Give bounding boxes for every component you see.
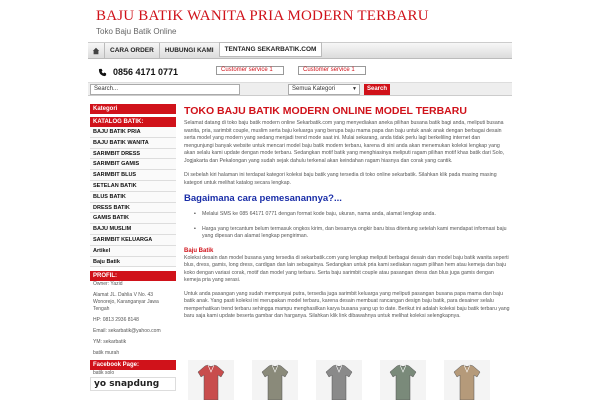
phone-number — [98, 67, 178, 77]
shirt-image — [325, 364, 353, 400]
shirt-image — [389, 364, 417, 400]
sidebar-item-baju-batik[interactable]: Baju Batik — [90, 257, 176, 268]
facebook-logo-text: snapdung — [109, 379, 160, 390]
category-select[interactable] — [288, 84, 360, 95]
shirt-image — [261, 364, 289, 400]
nav-item-cara-order[interactable]: CARA ORDER — [104, 43, 159, 58]
profil-hp: HP: 0813 2936 8148 — [93, 317, 139, 324]
search-bar — [88, 82, 512, 96]
page — [88, 0, 512, 400]
product-thumbnail[interactable] — [188, 360, 234, 400]
profil-ym: YM: sekarbatik — [93, 339, 127, 346]
facebook-caption: batik solo — [93, 370, 115, 377]
main-nav — [88, 42, 512, 59]
howto-list — [184, 211, 510, 241]
phone-icon — [98, 68, 107, 77]
site-tagline: Toko Baju Batik Online — [96, 27, 177, 36]
profil-owner: Owner: Yazid — [93, 281, 123, 288]
product-thumbnail[interactable] — [316, 360, 362, 400]
sidebar-item-dress-batik[interactable]: DRESS BATIK — [90, 203, 176, 214]
facebook-logo: yo snapdung — [94, 379, 160, 390]
phone-text: 0856 4171 0771 — [113, 67, 179, 77]
facebook-widget[interactable] — [90, 377, 176, 391]
profil-email: Email: sekarbatik@yahoo.com — [93, 328, 161, 335]
sidebar-item-gamis-batik[interactable]: GAMIS BATIK — [90, 213, 176, 224]
sidebar-item-sarimbit-blus[interactable]: SARIMBIT BLUS — [90, 170, 176, 181]
howto-heading: Bagaimana cara pemesanannya?... — [184, 193, 342, 204]
category-select-value: Semua Kategori — [292, 86, 336, 92]
section-subtitle: Baju Batik — [184, 247, 214, 254]
product-thumbnail[interactable] — [252, 360, 298, 400]
chevron-down-icon: ▼ — [352, 86, 357, 92]
home-icon[interactable] — [88, 43, 104, 58]
sidebar-item-artikel[interactable]: Artikel — [90, 246, 176, 257]
nav-item-hubungi-kami[interactable]: HUBUNGI KAMI — [159, 43, 219, 58]
profil-address-2: Wonorejo, Karanganyar Jawa — [93, 299, 159, 306]
shirt-image — [197, 364, 225, 400]
product-gallery — [184, 360, 510, 400]
nav-item-tentang[interactable]: TENTANG SEKARBATIK.COM — [219, 42, 323, 57]
list-item: • Melalui SMS ke 085 64171 0771 dengan format kode baju, ukuran, nama anda, alamat lengkap anda. — [194, 211, 510, 219]
customer-service-2[interactable]: Customer service 1 — [298, 66, 366, 75]
sidebar-item-sarimbit-gamis[interactable]: SARIMBIT GAMIS — [90, 159, 176, 170]
sidebar-item-baju-batik-wanita[interactable]: BAJU BATIK WANITA — [90, 138, 176, 149]
product-thumbnail[interactable] — [444, 360, 490, 400]
list-item: • Harga yang tercantum belum termasuk ongkos kirim, dan besarnya ongkir baru bisa ditentung setelah kami mendapat informasi baju yang dipesan dan alamat lengkap pengiriman. — [194, 226, 510, 241]
contact-bar — [88, 64, 512, 81]
sidebar-item-setelan-batik[interactable]: SETELAN BATIK — [90, 181, 176, 192]
search-button[interactable]: Search — [364, 84, 390, 95]
collection-paragraph: Koleksi desain dan model busana yang tersedia di sekarbatik.com yang lengkap meliputi berbagai desain dan model baju batik wanita seperti blus, dress, gamis, long dress, cardigan dan lain sebagainya. Sedangkan untuk pria kami sediakan ragam pilihan hem atau kemeja dan baju koko dengan variasi corak, motif dan model yang terbaru. Serta baju sarimbit couple atau pasangan dress dan blus juga gamis dengan kemeja pria yang serasi. — [184, 254, 509, 283]
sidebar-item-blus-batik[interactable]: BLUS BATIK — [90, 192, 176, 203]
profil-address-1: Alamat JL. Dahlia V No. 43 — [93, 292, 154, 299]
shirt-image — [453, 364, 481, 400]
page-title: TOKO BAJU BATIK MODERN ONLINE MODEL TERBARU — [184, 105, 467, 117]
site-header — [88, 0, 512, 40]
catalog-paragraph: Di sebelah kiri halaman ini terdapat kategori koleksi baju batik yang tersedia di toko online sekarbatik. Silahkan klik pada masing masing kategori untuk melihat katalog secara lengkap. — [184, 172, 497, 186]
kategori-heading: Kategori — [90, 104, 176, 114]
profil-address-3: Tengah — [93, 306, 110, 313]
sidebar-item-baju-muslim[interactable]: BAJU MUSLIM — [90, 224, 176, 235]
katalog-heading: KATALOG BATIK: — [90, 117, 176, 127]
profil-heading: PROFIL: — [90, 271, 176, 281]
search-input[interactable]: Search... — [90, 84, 240, 95]
customer-service-1[interactable]: Customer service 1 — [216, 66, 284, 75]
site-title[interactable]: BAJU BATIK WANITA PRIA MODERN TERBARU — [96, 8, 429, 24]
sidebar-item-baju-batik-pria[interactable]: BAJU BATIK PRIA — [90, 127, 176, 138]
facebook-heading: Facebook Page: — [90, 360, 176, 370]
product-thumbnail[interactable] — [380, 360, 426, 400]
sidebar — [90, 104, 176, 391]
intro-paragraph: Selamat datang di toko baju batik modern online Sekarbatik.com yang menyediakan aneka pilihan busana batik bagi anda, meliputi busana wanita, pria, sarimbit couple, muslim serta baju keluarga yang berupa baju mama papa dan baju untuk anak anak dengan berbagai desain serta model yang modern yang sedang menjadi trend mode saat ini. Mulai sekarang, anda tidak perlu lagi berkeliling internet dan mengunjungi banyak website untuk mencari model baju batik modern terbaru, karena di sini anda akan menemukan koleksi lengkap yang akan selalu kami update dengan mode terbaru. Sedangkan motif batik yang menghiasinya meliputi ragam pilihan motif khas batik dari Solo, Jogjakarta dan Pekalongan yang sudah sejak dahulu terkenal akan keindahan ragam hiasnya dan corak yang cantik. — [184, 120, 505, 164]
main-content — [184, 105, 510, 321]
sidebar-item-sarimbit-dress[interactable]: SARIMBIT DRESS — [90, 149, 176, 160]
profil-batik-murah-link[interactable]: batik murah — [93, 350, 120, 357]
family-paragraph: Untuk anda pasangan yang sudah mempunyai putra, tersedia juga sarimbit keluarga yang meliputi pasangan busana papa mama dan baju batik anak. Yang pasti koleksi ini merupakan model terbaru, karena desain membuat rancangan design baju batik, para desainer selalu memperhatikan trend terbaru sehingga mampu menghasilkan karya busana yang up to date. Berikut ini adalah koleksi baju batik terbaru yang baru saja kami update beserta gambar dan harganya. Silahkan klik link dibawahnya untuk melihat koleksi selengkapnya. — [184, 290, 510, 319]
sidebar-item-sarimbit-keluarga[interactable]: SARIMBIT KELUARGA — [90, 235, 176, 246]
